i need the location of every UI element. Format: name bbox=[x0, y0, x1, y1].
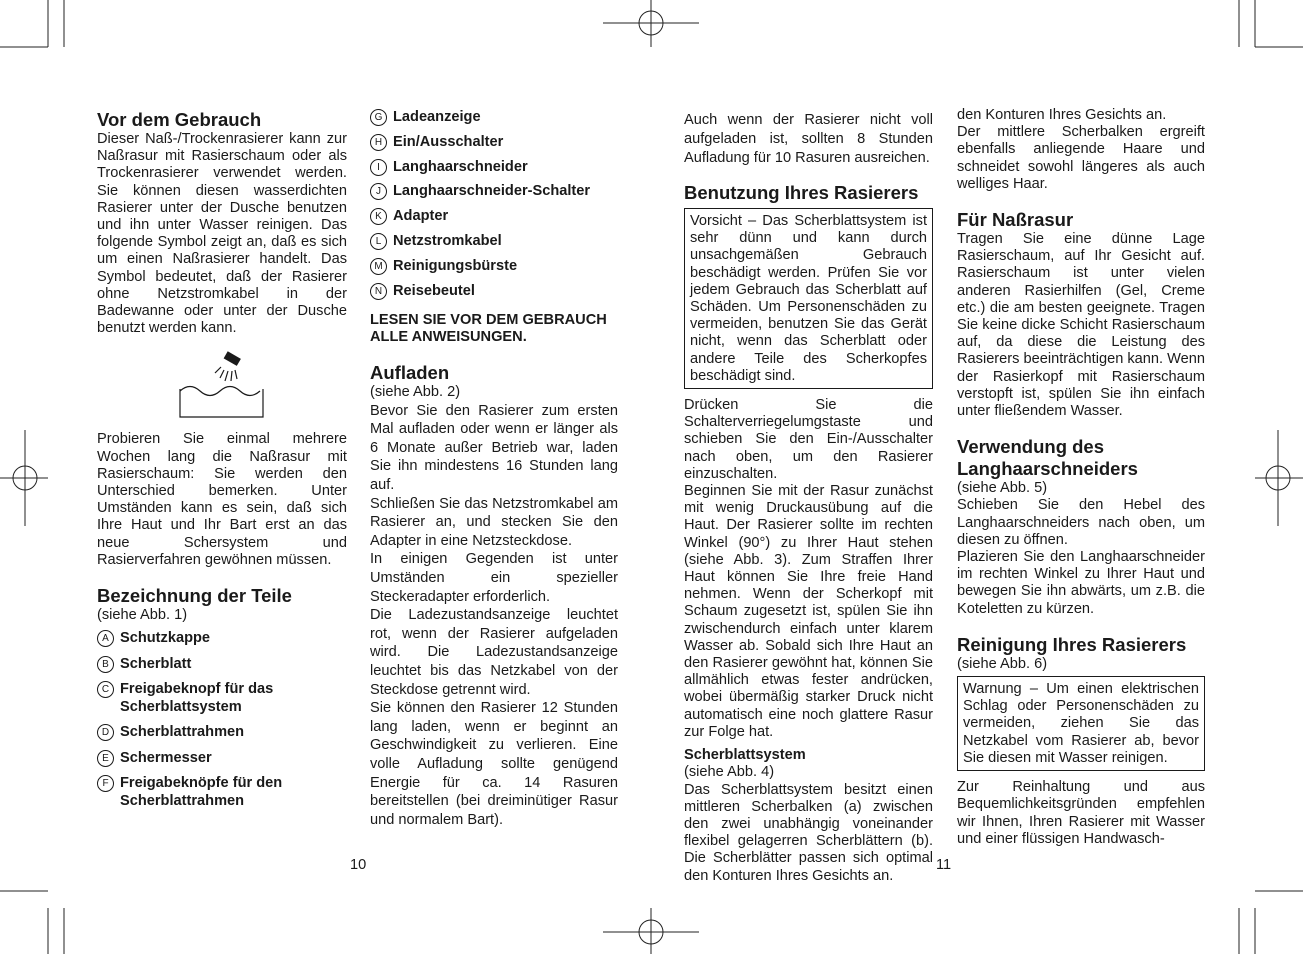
paragraph-aufladen-2: Schließen Sie das Netzstromkabel am Rasierer an, und stecken Sie den Adapter in eine Netzsteckdose. bbox=[370, 495, 618, 549]
paragraph-auch-wenn: Auch wenn der Rasierer nicht voll aufgeladen ist, sollten 8 Stunden Aufladung für 10 Rasuren ausreichen. bbox=[684, 112, 933, 166]
list-item: C Freigabeknopf für das Scherblattsystem bbox=[97, 681, 347, 716]
marker-d: D bbox=[97, 724, 114, 741]
note-abb-4: (siehe Abb. 4) bbox=[684, 764, 775, 781]
parts-list-g-n bbox=[370, 109, 618, 300]
note-abb-5: (siehe Abb. 5) bbox=[957, 480, 1048, 497]
shower-bathtub-icon bbox=[177, 351, 267, 421]
heading-benutzung: Benutzung Ihres Rasierers bbox=[684, 182, 919, 203]
marker-l: L bbox=[370, 233, 387, 250]
marker-n: N bbox=[370, 283, 387, 300]
list-item: M Reinigungsbürste bbox=[370, 258, 618, 276]
heading-bezeichnung: Bezeichnung der Teile bbox=[97, 585, 292, 607]
paragraph-aufladen-1: Bevor Sie den Rasierer zum ersten Mal aufladen oder wenn er länger als 6 Monate außer Betrieb war, laden Sie ihn mindestens 16 Stunden lang auf. bbox=[370, 402, 618, 494]
right-column-1 bbox=[684, 111, 933, 884]
marker-f: F bbox=[97, 775, 114, 792]
parts-list-a-f bbox=[97, 630, 347, 810]
paragraph-konturen: den Konturen Ihres Gesichts an. bbox=[957, 107, 1167, 123]
list-item: F Freigabeknöpfe für den Scherblattrahmen bbox=[97, 775, 347, 810]
heading-nassrasur: Für Naßrasur bbox=[957, 209, 1074, 231]
right-column-2 bbox=[957, 107, 1205, 848]
marker-k: K bbox=[370, 208, 387, 225]
paragraph-intro: Dieser Naß-/Trockenrasierer kann zur Naßrasur mit Rasierschaum oder als Trockenrasierer verwendet werden. Sie können diesen wasserdichten Rasierer unter der Dusche benutzen und ihn unter Wasser reinigen. Das folgende Symbol zeigt an, daß es sich um einen Naßrasierer handelt. Das Symbol bedeutet, daß der Rasierer ohne Netzstromkabel in der Badewanne oder unter der Dusche benutzt werden kann. bbox=[97, 131, 347, 337]
paragraph-aufladen-5: Sie können den Rasierer 12 Stunden lang laden, wenn er beginnt an Geschwindigkeit zu verlieren. Eine volle Aufladung sollte genügend Energie für ca. 14 Rasuren bereitstellen (bei dreiminütiger Rasur und normalem Bart). bbox=[370, 700, 618, 828]
list-item: J Langhaarschneider-Schalter bbox=[370, 183, 618, 201]
paragraph-aufladen-4: Die Ladezustandsanzeige leuchtet rot, wenn der Rasierer aufgeladen wird. Die Ladezustandsanzeige leuchtet bis das Netzkabel von der Steckdose getrennt wird. bbox=[370, 607, 618, 698]
marker-a: A bbox=[97, 630, 114, 647]
note-abb-1: (siehe Abb. 1) bbox=[97, 607, 188, 624]
paragraph-probieren: Probieren Sie einmal mehrere Wochen lang die Naßrasur mit Rasierschaum: Sie werden den Unterschied bemerken. Unter Umständen kann es sein, daß sich Ihre Haut und Ihr Bart erst an das neue Schersystem und Rasierverfahren gewöhnen müssen. bbox=[97, 431, 347, 568]
heading-reinigung: Reinigung Ihres Rasierers bbox=[957, 633, 1187, 655]
paragraph-scherblattsystem-1: Das Scherblattsystem besitzt einen mittleren Scherbalken (a) zwischen den zwei unabhängig voneinander flexibel gelagerren Scherblättern (b). Die Scherblätter passen sich optimal den Konturen Ihres Gesichts an. bbox=[684, 781, 933, 884]
page-number-left: 10 bbox=[350, 857, 367, 873]
marker-b: B bbox=[97, 656, 114, 673]
list-item: K Adapter bbox=[370, 208, 618, 226]
marker-j: J bbox=[370, 183, 387, 200]
warning-box: Warnung – Um einen elektrischen Schlag oder Personenschäden zu vermeiden, ziehen Sie das Netzkabel vom Rasierer ab, bevor Sie diesen mit Wasser reinigen. bbox=[957, 676, 1205, 771]
marker-g: G bbox=[370, 109, 387, 126]
marker-h: H bbox=[370, 134, 387, 151]
marker-i: I bbox=[370, 159, 387, 176]
paragraph-scherblattsystem-2: Der mittlere Scherbalken ergreift ebenfalls anliegende Haare und schneidet sowohl längeres als auch welliges Haar. bbox=[957, 124, 1205, 192]
paragraph-reinigung: Zur Reinhaltung und aus Bequemlichkeitsgründen empfehlen wir Ihnen, Ihren Rasierer mit Wasser und einer flüssigen Handwasch- bbox=[957, 779, 1205, 847]
page-number-right: 11 bbox=[936, 857, 952, 873]
marker-c: C bbox=[97, 681, 114, 698]
paragraph-aufladen-3: In einigen Gegenden ist unter Umständen ein spezieller Steckeradapter erforderlich. bbox=[370, 551, 618, 605]
list-item: N Reisebeutel bbox=[370, 283, 618, 301]
paragraph-nassrasur: Tragen Sie eine dünne Lage Rasierschaum, auf Ihr Gesicht auf. Rasierschaum ist unter vielen anderen Rasierhilfen (Gel, Creme etc.) die am besten geeignete. Tragen Sie keine dicke Schicht Rasierschaum auf, da diese die Leistung des Rasierers beeinträchtigen kann. Wenn der Rasierkopf mit Rasierschaum verstopft ist, spülen Sie ihn einfach unter fließendem Wasser. bbox=[957, 231, 1205, 420]
left-column-1 bbox=[97, 109, 347, 810]
list-item: E Schermesser bbox=[97, 750, 347, 768]
list-item: B Scherblatt bbox=[97, 656, 347, 674]
heading-vor-dem-gebrauch: Vor dem Gebrauch bbox=[97, 109, 262, 130]
paragraph-benutzung-2: Beginnen Sie mit der Rasur zunächst mit wenig Druckausübung auf die Haut. Der Rasierer sollte im rechten Winkel (90°) zu Ihrer Haut stehen (siehe Abb. 3). Zum Straffen Ihrer Haut können Sie Ihre freie Hand nehmen. Wenn der Scherkopf mit Schaum zugesetzt ist, spülen Sie ihn zwischendurch einfach unter klarem Wasser ab. Sobald sich Ihre Haut an den Rasierer gewöhnt hat, können Sie allmählich etwas fester andrücken, wobei übermäßig starker Druck nicht automatisch eine noch glattere Rasur zur Folge hat. bbox=[684, 483, 933, 740]
marker-m: M bbox=[370, 258, 387, 275]
heading-langhaar: Verwendung des Langhaarschneiders bbox=[957, 436, 1138, 480]
list-item: D Scherblattrahmen bbox=[97, 724, 347, 742]
list-item: L Netzstromkabel bbox=[370, 233, 618, 251]
list-item: A Schutzkappe bbox=[97, 630, 347, 648]
heading-scherblattsystem: Scherblattsystem bbox=[684, 747, 806, 764]
caution-box: Vorsicht – Das Scherblattsystem ist sehr dünn und kann durch unsachgemäßen Gebrauch beschädigt werden. Prüfen Sie vor jedem Gebrauch das Scherblatt auf Schäden. Um Personenschäden zu vermeiden, benutzen Sie das Gerät nicht, wenn das Scherblatt oder andere Teile des Scherkopfes beschädigt sind. bbox=[684, 208, 933, 389]
note-abb-6: (siehe Abb. 6) bbox=[957, 655, 1048, 672]
paragraph-langhaar-1: Schieben Sie den Hebel des Langhaarschneiders nach oben, um diesen zu öffnen. bbox=[957, 497, 1205, 548]
left-column-2 bbox=[370, 109, 618, 829]
paragraph-langhaar-2: Plazieren Sie den Langhaarschneider im rechten Winkel zu Ihrer Haut und bewegen Sie ihn abwärts, um z.B. die Koteletten zu kürzen. bbox=[957, 549, 1205, 617]
list-item: I Langhaarschneider bbox=[370, 159, 618, 177]
read-instructions-warning: LESEN SIE VOR DEM GEBRAUCH ALLE ANWEISUNGEN. bbox=[370, 312, 607, 346]
heading-aufladen: Aufladen bbox=[370, 362, 450, 384]
list-item: G Ladeanzeige bbox=[370, 109, 618, 127]
note-abb-2: (siehe Abb. 2) bbox=[370, 384, 461, 401]
paragraph-benutzung-1: Drücken Sie die Schalterverriegelumgstaste und schieben Sie den Ein-/Ausschalter nach oben, um den Rasierer einzuschalten. bbox=[684, 397, 933, 482]
list-item: H Ein/Ausschalter bbox=[370, 134, 618, 152]
marker-e: E bbox=[97, 750, 114, 767]
